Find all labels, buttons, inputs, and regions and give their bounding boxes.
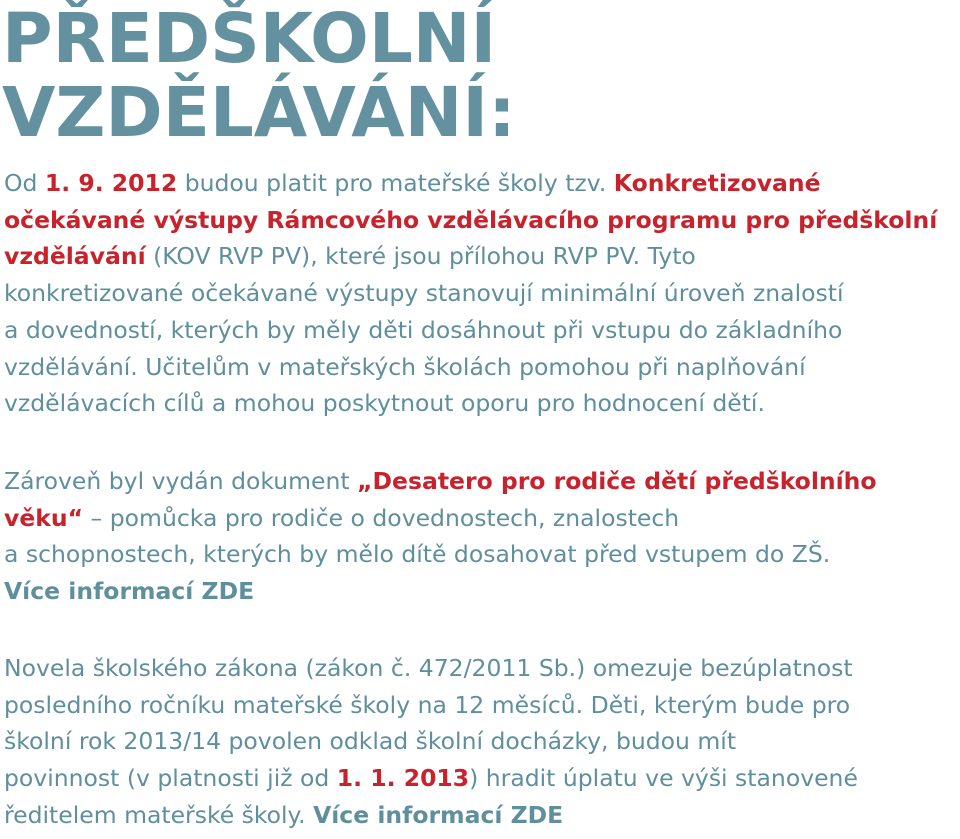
kov-highlight: očekávané výstupy Rámcového vzdělávacího programu pro předškolní [4,205,938,234]
p2-line-1 [4,463,960,500]
p2-line-4 [4,573,960,610]
p1-line-2 [4,202,960,239]
p1-text: (KOV RVP PV), které jsou přílohou RVP PV. Tyto [145,242,696,271]
p3-line-3: školní rok 2013/14 povolen odklad školní docházky, budou mít [4,727,737,756]
p3-line-5 [4,797,960,834]
p1-text: Od [4,169,45,197]
p3-line-4 [4,760,960,797]
p2-text: – pomůcka pro rodiče o dovednostech, znalostech [83,503,680,532]
p1-line-4: konkretizované očekávané výstupy stanovují minimální úroveň znalostí [4,279,844,308]
desatero-highlight: věku“ [4,503,84,532]
p2-line-3: a schopnostech, kterých by mělo dítě dosahovat před vstupem do ZŠ. [4,540,831,569]
p1-text: budou platit pro mateřské školy tzv. [177,169,614,197]
kov-highlight: Konkretizované [613,169,821,197]
p3-line-1: Novela školského zákona (zákon č. 472/2011 Sb.) omezuje bezúplatnost [4,654,853,682]
p2-text: Zároveň byl vydán dokument [4,467,358,495]
page-title [2,0,516,153]
effective-date: 1. 9. 2012 [44,169,178,197]
p1-line-7: vzdělávacích cílů a mohou poskytnout oporu pro hodnocení dětí. [4,389,765,418]
more-info-link[interactable]: Více informací ZDE [313,800,564,829]
title-line-1: PŘEDŠKOLNÍ [2,0,497,79]
p3-text: ředitelem mateřské školy. [4,800,314,829]
title-line-2: VZDĚLÁVÁNÍ: [2,73,516,153]
desatero-highlight: „Desatero pro rodiče dětí předškolního [357,467,877,495]
paragraph-desatero [4,463,960,610]
p3-line-2: posledního ročníku mateřské školy na 12 měsíců. Děti, kterým bude pro [4,690,851,719]
p1-line-3 [4,238,960,275]
p1-line-1 [4,165,960,202]
p1-line-5: a dovedností, kterých by měly děti dosáhnout při vstupu do základního [4,315,843,344]
p3-text: ) hradit úplatu ve výši stanovené [469,764,858,793]
kov-highlight: vzdělávání [4,242,146,271]
p1-line-6: vzdělávání. Učitelům v mateřských školách pomohou při naplňování [4,352,806,381]
more-info-link[interactable]: Více informací ZDE [4,577,255,606]
p2-line-2 [4,500,960,537]
paragraph-novela [4,650,960,834]
validity-date: 1. 1. 2013 [336,764,470,793]
p3-text: povinnost (v platnosti již od [4,764,337,793]
paragraph-kov-rvp-pv [4,165,960,422]
